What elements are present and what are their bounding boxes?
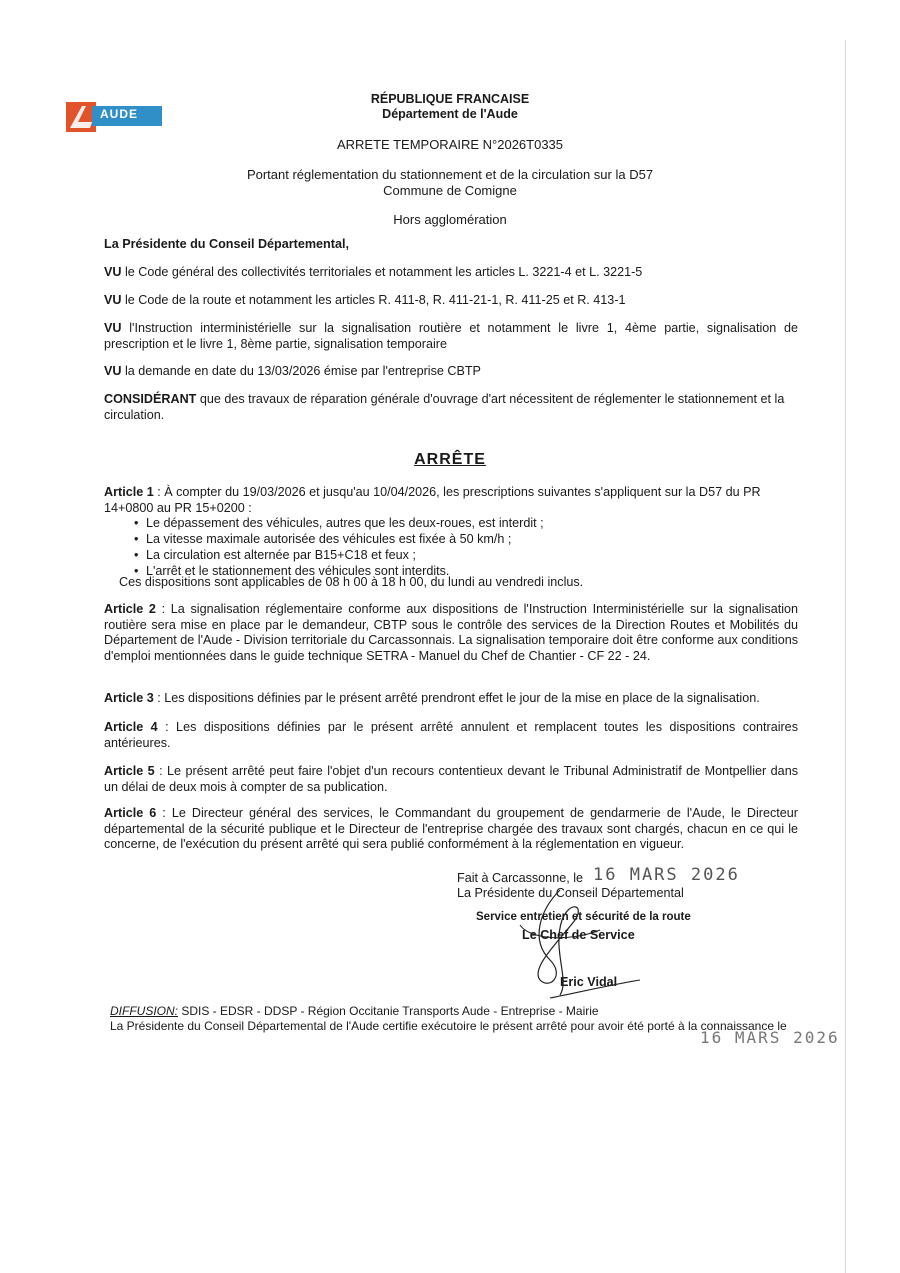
- article-text: : La signalisation réglementaire conforme aux dispositions de l'Instruction Interministérielle sur la signalisation routière sera mise en place par le demandeur, CBTP sous le contrôle des services de la Direction Routes et Mobilités du Département de l'Aude - Division territoriale du Carcassonnais. La signalisation temporaire doit être conforme aux conditions d'emploi mentionnées dans le guide technique SETRA - Manuel du Chef de Chantier - CF 22 - 24.: [104, 602, 799, 663]
- list-item: • La circulation est alternée par B15+C18 et feux ;: [146, 547, 544, 563]
- signature-presidente: La Présidente du Conseil Départemental: [457, 886, 684, 900]
- vu-item: [104, 293, 798, 309]
- subject-line-2: Commune de Comigne: [383, 183, 517, 198]
- article-6: [104, 806, 798, 853]
- diffusion: [110, 1004, 599, 1018]
- fait-a: Fait à Carcassonne, le: [457, 871, 583, 885]
- list-item: • La vitesse maximale autorisée des véhicules est fixée à 50 km/h ;: [146, 531, 544, 547]
- vu-label: VU: [104, 265, 122, 279]
- article-text: : À compter du 19/03/2026 et jusqu'au 10/04/2026, les prescriptions suivantes s'appliquent sur la D57 du PR 14+0800 au PR 15+0200 :: [104, 485, 761, 515]
- vu-text: le Code général des collectivités territoriales et notamment les articles L. 3221-4 et L. 3221-5: [121, 265, 643, 279]
- article-4: [104, 720, 798, 751]
- article-text: : Les dispositions définies par le présent arrêté annulent et remplacent toutes les dispositions contraires antérieures.: [104, 720, 798, 750]
- diffusion-label: DIFFUSION:: [110, 1004, 178, 1018]
- vu-item: [104, 364, 798, 380]
- list-item: • Le dépassement des véhicules, autres que les deux-roues, est interdit ;: [146, 515, 544, 531]
- aude-logo: [66, 102, 162, 132]
- date-stamp: 16 MARS 2026: [593, 865, 740, 885]
- arrete-number: ARRETE TEMPORAIRE N°2026T0335: [336, 137, 564, 152]
- article-1-horaire: Ces dispositions sont applicables de 08 h 00 à 18 h 00, du lundi au vendredi inclus.: [119, 575, 584, 589]
- handwritten-signature: [490, 880, 650, 1000]
- zone-label: Hors agglomération: [393, 212, 507, 227]
- header-departement: Département de l'Aude: [382, 107, 518, 121]
- article-1-bullets: [104, 515, 544, 579]
- vu-item: [104, 265, 798, 281]
- considerant-label: CONSIDÉRANT: [104, 392, 197, 406]
- certification: La Présidente du Conseil Départemental de l'Aude certifie exécutoire le présent arrêté pour avoir été porté à la connaissance le: [110, 1019, 787, 1033]
- vu-text: le Code de la route et notamment les articles R. 411-8, R. 411-21-1, R. 411-25 et R. 413-1: [121, 293, 626, 307]
- article-label: Article 6: [104, 806, 157, 820]
- logo-text: AUDE: [100, 107, 139, 121]
- article-text: : Le présent arrêté peut faire l'objet d'un recours contentieux devant le Tribunal Administratif de Montpellier dans un délai de deux mois à compter de sa publication.: [104, 764, 798, 794]
- considerant: [104, 392, 798, 423]
- article-label: Article 5: [104, 764, 155, 778]
- article-3: [104, 691, 798, 707]
- article-label: Article 4: [104, 720, 158, 734]
- signature-service: Service entretien et sécurité de la route: [476, 911, 691, 923]
- certification-date-stamp: 16 MARS 2026: [700, 1028, 840, 1047]
- arrete-title: ARRÊTE: [414, 451, 486, 468]
- signature-nom: Eric Vidal: [560, 975, 618, 989]
- vu-label: VU: [104, 321, 122, 335]
- signature-chef: Le Chef de Service: [522, 928, 635, 942]
- article-label: Article 2: [104, 602, 156, 616]
- vu-label: VU: [104, 364, 122, 378]
- considerant-text: que des travaux de réparation générale d'ouvrage d'art nécessitent de réglementer le stationnement et la circulation.: [104, 392, 785, 422]
- article-label: Article 1: [104, 485, 154, 499]
- subject-line-1: Portant réglementation du stationnement et de la circulation sur la D57: [246, 167, 654, 182]
- article-5: [104, 764, 798, 795]
- page-edge-line: [845, 40, 846, 1273]
- article-2: [104, 602, 798, 664]
- article-label: Article 3: [104, 691, 154, 705]
- article-text: : Le Directeur général des services, le Commandant du groupement de gendarmerie de l'Aude, le Directeur départemental de la sécurité publique et le Directeur de l'entreprise chargée des travaux sont chargés, chacun en ce qui le concerne, de l'exécution du présent arrêté qui sera publié conformément à la réglementation en vigueur.: [104, 806, 798, 851]
- vu-text: l'Instruction interministérielle sur la signalisation routière et notamment le livre 1, 4ème partie, signalisation de prescription et le livre 1, 8ème partie, signalisation temporaire: [104, 321, 798, 351]
- header-republique: RÉPUBLIQUE FRANCAISE: [370, 92, 530, 106]
- diffusion-text: SDIS - EDSR - DDSP - Région Occitanie Transports Aude - Entreprise - Mairie: [178, 1004, 599, 1018]
- presidente-heading: La Présidente du Conseil Départemental,: [104, 237, 349, 251]
- list-item: • L'arrêt et le stationnement des véhicules sont interdits.: [146, 563, 544, 579]
- vu-label: VU: [104, 293, 122, 307]
- article-1: [104, 485, 798, 516]
- vu-text: la demande en date du 13/03/2026 émise par l'entreprise CBTP: [121, 364, 481, 378]
- vu-item: [104, 321, 798, 352]
- article-text: : Les dispositions définies par le présent arrêté prendront effet le jour de la mise en place de la signalisation.: [153, 691, 760, 705]
